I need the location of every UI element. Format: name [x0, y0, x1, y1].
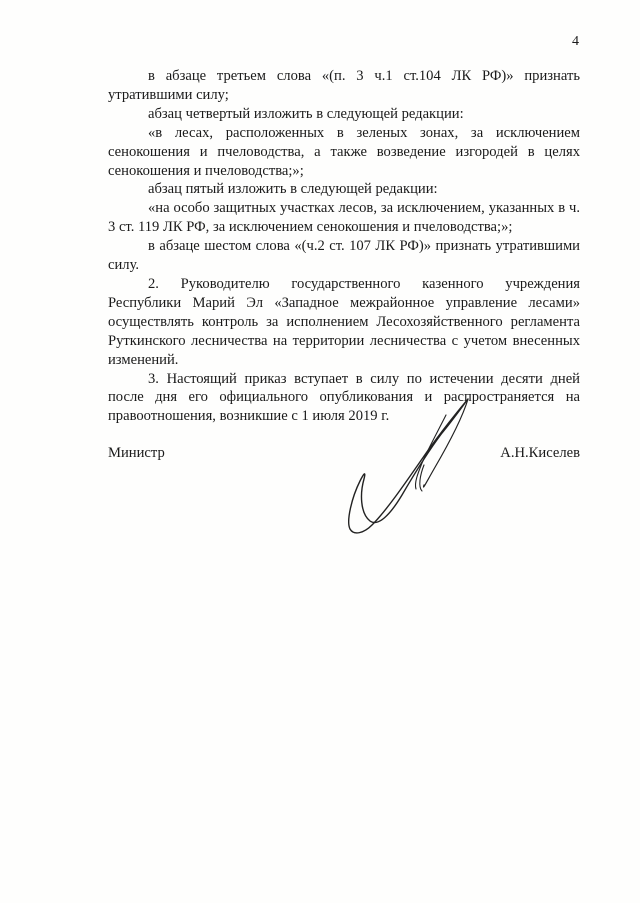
- paragraph: абзац пятый изложить в следующей редакции:: [148, 181, 438, 198]
- paragraph: в абзаце шестом слова «(ч.2 ст. 107 ЛК РФ)» признать утратившими силу.: [108, 238, 580, 274]
- signatory-title: Министр: [108, 445, 165, 461]
- paragraph: 2. Руководителю государственного казенного учреждения Республики Марий Эл «Западное межрайонное управление лесами» осуществлять контроль за исполнением Лесохозяйственного регламента Руткинского лесничества на территории лесничества с учетом внесенных изменений.: [108, 275, 580, 368]
- paragraph: абзац четвертый изложить в следующей редакции:: [148, 105, 464, 122]
- paragraph: «в лесах, расположенных в зеленых зонах, за исключением сенокошения и пчеловодства, а также возведение изгородей в целях сенокошения и пчеловодства;»;: [108, 124, 580, 179]
- signatory-name: А.Н.Киселев: [500, 445, 580, 461]
- handwritten-signature: [330, 393, 490, 543]
- paragraph: в абзаце третьем слова «(п. 3 ч.1 ст.104 ЛК РФ)» признать утратившими силу;: [108, 68, 580, 103]
- paragraph: «на особо защитных участках лесов, за исключением, указанных в ч. 3 ст. 119 ЛК РФ, за исключением сенокошения и пчеловодства;»;: [108, 200, 580, 236]
- document-body: [108, 67, 580, 426]
- page-number: 4: [572, 34, 579, 49]
- paragraph: 3. Настоящий приказ вступает в силу по истечении десяти дней после дня его официального опубликования и распространяется на правоотношения, возникшие с 1 июля 2019 г.: [108, 370, 580, 425]
